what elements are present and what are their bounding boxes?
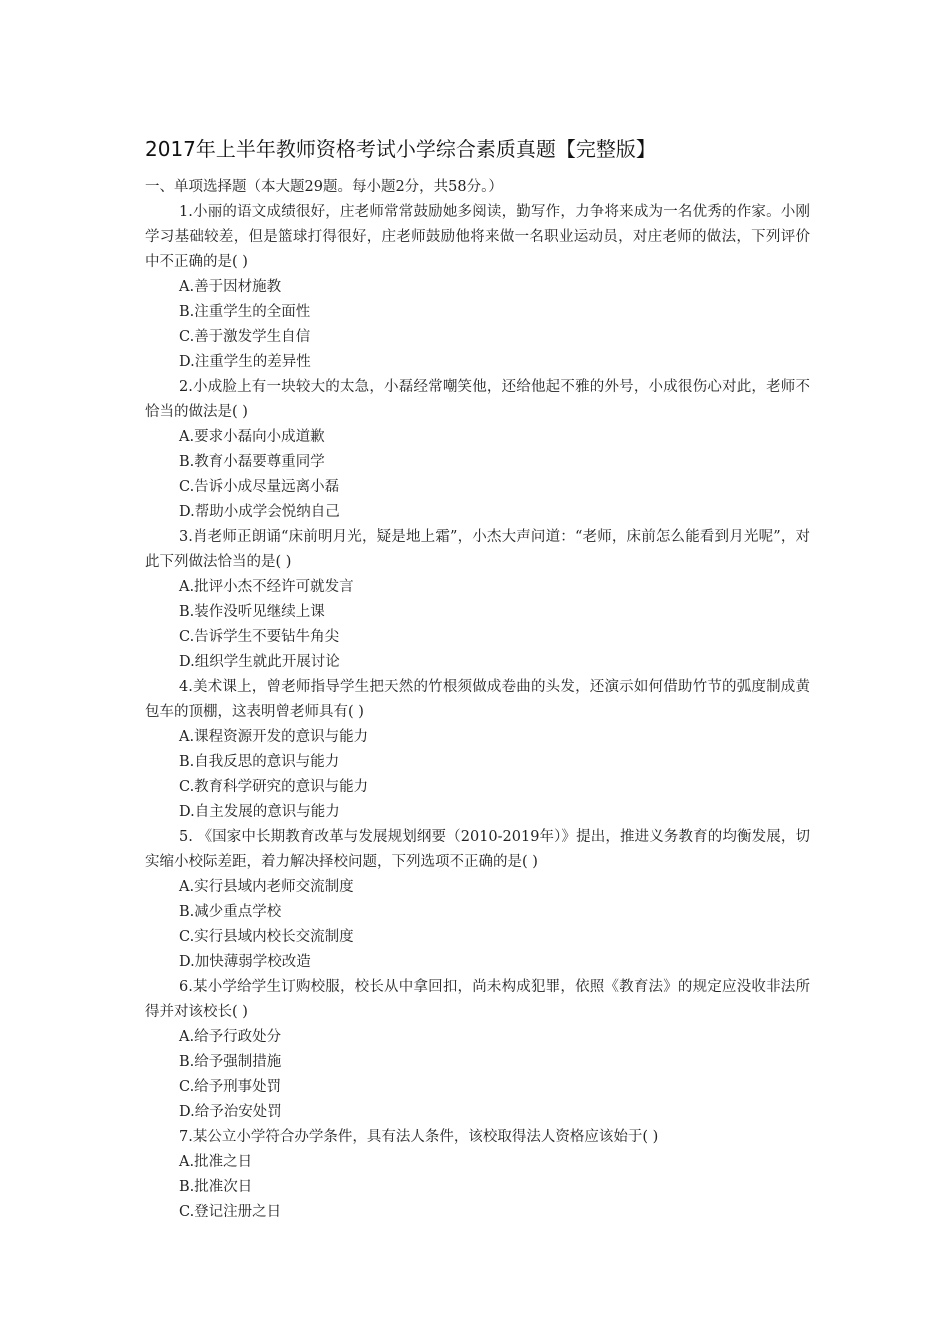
option-b: B.注重学生的全面性 xyxy=(179,304,311,320)
question-4 xyxy=(145,675,810,825)
question-7 xyxy=(145,1125,810,1225)
document-title: 2017年上半年教师资格考试小学综合素质真题【完整版】 xyxy=(145,137,656,161)
option-a: A.善于因材施教 xyxy=(179,279,282,295)
option-d: D.注重学生的差异性 xyxy=(179,354,311,370)
question-stem: 3.肖老师正朗诵“床前明月光，疑是地上霜”，小杰大声问道：“老师，床前怎么能看到月光呢”，对此下列做法恰当的是( ) xyxy=(145,529,810,570)
question-stem: 4.美术课上，曾老师指导学生把天然的竹根须做成卷曲的头发，还演示如何借助竹节的弧度制成黄包车的顶棚，这表明曾老师具有( ) xyxy=(145,679,810,720)
question-stem: 5. 《国家中长期教育改革与发展规划纲要（2010-2019年）》提出，推进义务教育的均衡发展，切实缩小校际差距，着力解决择校问题，下列选项不正确的是( ) xyxy=(145,829,810,870)
option-a: A.批评小杰不经许可就发言 xyxy=(179,579,354,595)
option-a: A.要求小磊向小成道歉 xyxy=(179,429,325,445)
option-d: D.加快薄弱学校改造 xyxy=(179,954,311,970)
option-d: D.组织学生就此开展讨论 xyxy=(179,654,340,670)
option-b: B.教育小磊要尊重同学 xyxy=(179,454,325,470)
option-d: D.自主发展的意识与能力 xyxy=(179,804,340,820)
question-stem: 7.某公立小学符合办学条件，具有法人条件，该校取得法人资格应该始于( ) xyxy=(179,1129,659,1145)
question-stem: 6.某小学给学生订购校服，校长从中拿回扣，尚未构成犯罪，依照《教育法》的规定应没收非法所得并对该校长( ) xyxy=(145,979,810,1020)
option-b: B.减少重点学校 xyxy=(179,904,282,920)
option-b: B.批准次日 xyxy=(179,1179,253,1195)
option-c: C.告诉学生不要钻牛角尖 xyxy=(179,629,340,645)
option-a: A.课程资源开发的意识与能力 xyxy=(179,729,369,745)
option-b: B.装作没听见继续上课 xyxy=(179,604,325,620)
option-b: B.自我反思的意识与能力 xyxy=(179,754,340,770)
question-1 xyxy=(145,200,810,375)
option-a: A.批准之日 xyxy=(179,1154,253,1170)
option-c: C.实行县域内校长交流制度 xyxy=(179,929,354,945)
question-6 xyxy=(145,975,810,1125)
option-d: D.帮助小成学会悦纳自己 xyxy=(179,504,340,520)
option-c: C.告诉小成尽量远离小磊 xyxy=(179,479,340,495)
question-stem: 1.小丽的语文成绩很好，庄老师常常鼓励她多阅读，勤写作，力争将来成为一名优秀的作家。小刚学习基础较差，但是篮球打得很好，庄老师鼓励他将来做一名职业运动员，对庄老师的做法，下列评价中不正确的是( ) xyxy=(145,204,810,270)
question-stem: 2.小成脸上有一块较大的太急，小磊经常嘲笑他，还给他起不雅的外号，小成很伤心对此，老师不恰当的做法是( ) xyxy=(145,379,810,420)
option-c: C.善于激发学生自信 xyxy=(179,329,311,345)
option-c: C.登记注册之日 xyxy=(179,1204,282,1220)
option-a: A.实行县域内老师交流制度 xyxy=(179,879,354,895)
question-3 xyxy=(145,525,810,675)
option-a: A.给予行政处分 xyxy=(179,1029,282,1045)
question-2 xyxy=(145,375,810,525)
section-heading: 一、单项选择题（本大题29题。每小题2分，共58分。） xyxy=(145,179,503,195)
option-c: C.教育科学研究的意识与能力 xyxy=(179,779,369,795)
option-c: C.给予刑事处罚 xyxy=(179,1079,282,1095)
option-b: B.给予强制措施 xyxy=(179,1054,282,1070)
document-page xyxy=(145,133,810,1225)
option-d: D.给予治安处罚 xyxy=(179,1104,282,1120)
question-5 xyxy=(145,825,810,975)
